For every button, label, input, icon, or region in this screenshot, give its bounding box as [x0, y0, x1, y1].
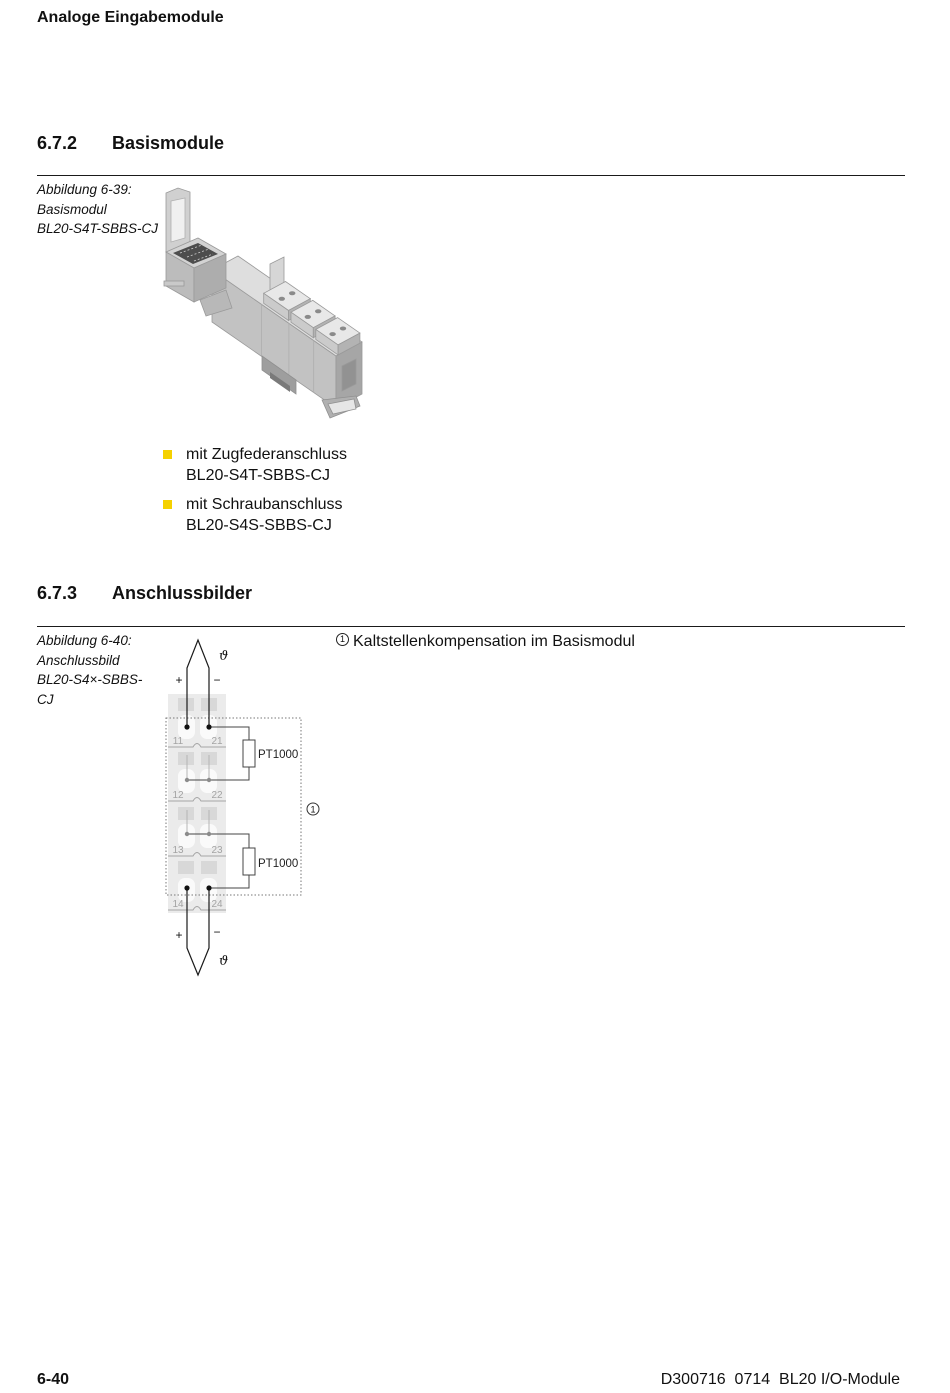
spring-release-slot — [178, 698, 194, 711]
base-module-illustration — [163, 186, 365, 426]
terminal-row — [168, 857, 226, 913]
variant-item — [163, 494, 483, 536]
square-bullet-icon — [163, 500, 172, 509]
page-number: 6-40 — [37, 1371, 70, 1388]
polarity-minus: − — [213, 925, 221, 939]
internal-contact-dot — [207, 832, 211, 836]
connection-dot — [184, 885, 189, 890]
terminal-hole — [315, 309, 321, 313]
terminal-row — [168, 748, 226, 803]
thermocouple-symbol: ϑ — [219, 649, 229, 664]
legend-text: Kaltstellenkompensation im Basismodul — [353, 633, 635, 650]
callout-marker-icon: 1 — [336, 633, 349, 646]
polarity-plus: + — [175, 673, 183, 687]
internal-contact-dot — [207, 778, 211, 782]
section-number: 6.7.2 — [37, 133, 78, 153]
caption-line: Anschlussbild — [37, 652, 120, 668]
caption-line: Abbildung 6-40: — [37, 633, 132, 648]
variant-label: mit Zugfederanschluss — [186, 446, 347, 463]
section-rule — [37, 626, 905, 627]
spring-release-slot — [178, 807, 194, 820]
figure-caption — [37, 631, 161, 709]
sensor-label: PT1000 — [258, 749, 299, 761]
variant-part-number: BL20-S4T-SBBS-CJ — [186, 467, 331, 484]
terminal-hole — [329, 332, 335, 336]
terminal-label: 21 — [211, 736, 223, 747]
legend-item — [336, 632, 635, 652]
variant-part-number: BL20-S4S-SBBS-CJ — [186, 517, 332, 534]
latch-slot — [171, 198, 185, 242]
polarity-minus: − — [213, 673, 221, 687]
section-title: Anschlussbilder — [112, 583, 253, 603]
spring-release-slot — [178, 861, 194, 874]
pt1000-top-resistor — [243, 740, 255, 767]
variant-item — [163, 444, 483, 486]
internal-contact-dot — [185, 832, 189, 836]
caption-line: BL20-S4T-SBBS-CJ — [37, 221, 159, 236]
terminal-label: 23 — [211, 845, 223, 856]
thermocouple-symbol: ϑ — [219, 954, 229, 969]
caption-line: CJ — [37, 691, 54, 707]
terminal-label: 14 — [172, 899, 184, 910]
section-number: 6.7.3 — [37, 583, 78, 603]
internal-contact-dot — [185, 778, 189, 782]
caption-line: Basismodul — [37, 201, 107, 217]
terminal-hole — [340, 327, 346, 331]
square-bullet-icon — [163, 450, 172, 459]
connector-pin-rod — [164, 281, 184, 286]
caption-line: BL20-S4×-SBBS- — [37, 672, 143, 687]
running-header: Analoge Eingabemodule — [37, 9, 224, 26]
terminal-hole — [289, 291, 295, 295]
terminal-label: 11 — [172, 736, 184, 747]
variant-label: mit Schraubanschluss — [186, 496, 343, 513]
wiring-diagram — [160, 630, 330, 982]
terminal-label: 12 — [172, 790, 184, 801]
spring-release-slot — [178, 752, 194, 765]
connection-dot — [206, 885, 211, 890]
terminal-row — [168, 803, 226, 857]
terminal-label: 24 — [211, 899, 223, 910]
connection-dot — [184, 724, 189, 729]
caption-line: Abbildung 6-39: — [37, 182, 132, 197]
spring-release-slot — [201, 861, 217, 874]
document-reference: D300716 0714 BL20 I/O-Module — [660, 1371, 900, 1388]
polarity-plus: + — [175, 928, 183, 942]
figure-caption — [37, 180, 161, 239]
pt1000-bottom-resistor — [243, 848, 255, 875]
terminal-label: 22 — [211, 790, 223, 801]
bus-connector — [164, 188, 232, 316]
terminal-label: 13 — [172, 845, 184, 856]
terminal-hole — [305, 315, 311, 319]
terminal-hole — [279, 297, 285, 301]
callout-number: 1 — [310, 804, 316, 815]
callout-marker — [307, 803, 319, 815]
section-rule — [37, 175, 905, 176]
section-title: Basismodule — [112, 133, 225, 153]
connection-dot — [206, 724, 211, 729]
sensor-label: PT1000 — [258, 858, 299, 870]
terminal-row — [168, 694, 226, 748]
